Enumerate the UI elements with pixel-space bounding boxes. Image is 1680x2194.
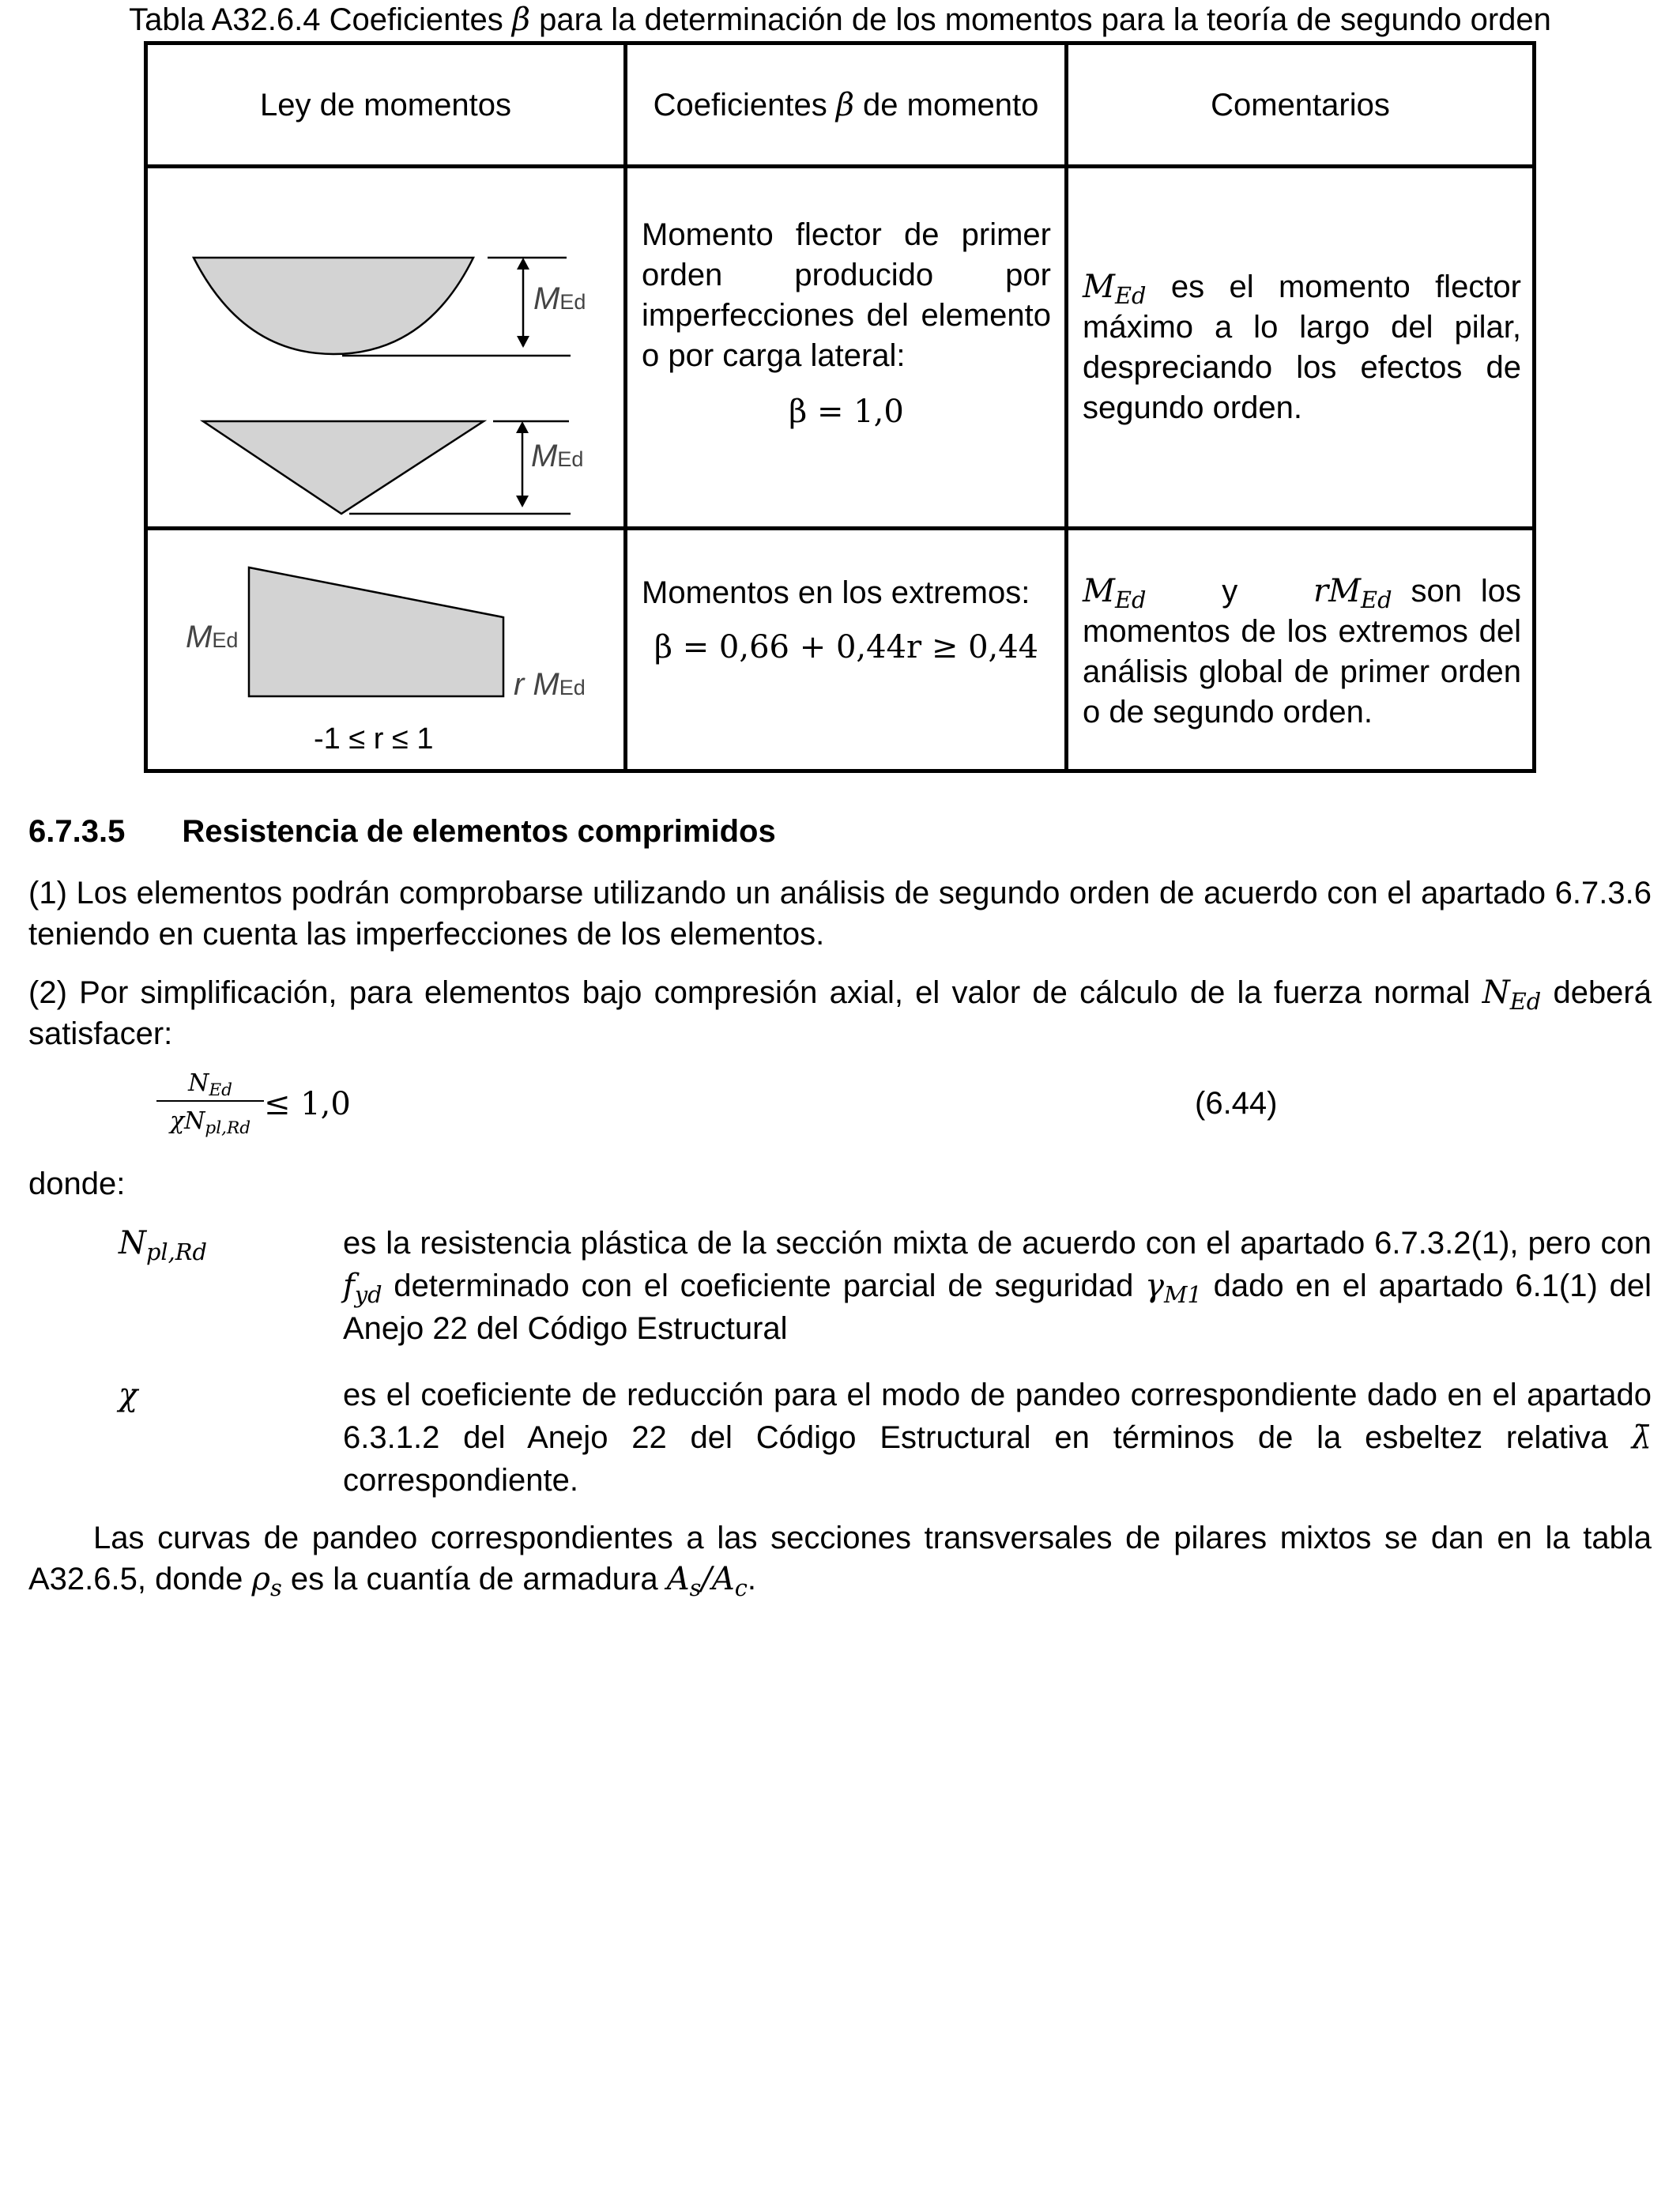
row1-comment-body: es el momento flector máximo a lo largo del pilar, despreciando los efectos de segundo orden. bbox=[1083, 270, 1521, 425]
med-symbol: $M_{Ed}$ bbox=[1083, 269, 1147, 310]
paragraph-1 bbox=[28, 873, 1652, 955]
equation-numerator: $N_{Ed}$ bbox=[188, 1069, 232, 1101]
where-label: donde: bbox=[28, 1167, 126, 1201]
rho-s-symbol: $\rho_s$ bbox=[251, 1561, 282, 1602]
row2-diagram-svg bbox=[148, 530, 623, 769]
row1-coefficient-text: Momento flector de primer orden producido por imperfecciones del elemento o por carga lateral: bbox=[642, 217, 1051, 373]
row2-label-med-left: MEd bbox=[186, 620, 239, 654]
row1-coefficient-cell bbox=[642, 215, 1051, 523]
row1-comment-cell bbox=[1083, 267, 1521, 520]
arrow-down-icon bbox=[516, 496, 529, 507]
lambda-bar-symbol: λ̄ bbox=[1631, 1419, 1652, 1456]
equation-number: (6.44) bbox=[1195, 1086, 1278, 1121]
triangular-moment-shape bbox=[203, 421, 484, 514]
table-title bbox=[0, 2, 1680, 38]
beta-coefficients-table bbox=[144, 41, 1536, 773]
def1-text bbox=[343, 1222, 1652, 1350]
def2-text bbox=[343, 1374, 1652, 1502]
def1-text-c: dado en el apartado 6.1(1) del Anejo 22 del Código Estructural bbox=[343, 1269, 1652, 1346]
row2-range-label: -1 ≤ r ≤ 1 bbox=[314, 722, 434, 756]
parabolic-moment-shape bbox=[194, 258, 473, 354]
header-ley-label: Ley de momentos bbox=[260, 87, 511, 123]
table-border-right bbox=[1532, 41, 1536, 773]
section-heading bbox=[28, 814, 776, 850]
paragraph-2 bbox=[28, 972, 1652, 1054]
trapezoidal-moment-shape bbox=[249, 567, 503, 696]
row2-moment-diagram bbox=[148, 530, 623, 769]
equation-fraction bbox=[156, 1069, 264, 1137]
header-coeficientes bbox=[627, 45, 1064, 164]
section-number: 6.7.3.5 bbox=[28, 814, 126, 849]
med-symbol: $M_{Ed}$ bbox=[1083, 573, 1147, 614]
header-coef-post: de momento bbox=[853, 87, 1039, 123]
paragraph-1-text: (1) Los elementos podrán comprobarse utilizando un análisis de segundo orden de acuerdo con el apartado 6.7.3.6 teniendo en cuenta las imperfecciones de los elementos. bbox=[28, 876, 1652, 952]
table-title-beta: β bbox=[511, 2, 530, 38]
arrow-up-icon bbox=[516, 421, 529, 433]
row2-coefficient-cell bbox=[642, 573, 1051, 763]
header-comentarios bbox=[1068, 45, 1532, 164]
row1-beta-formula-text: β = 1,0 bbox=[789, 394, 904, 430]
header-ley-de-momentos bbox=[148, 45, 623, 164]
gamma-m1-symbol: $\gamma_{M1}$ bbox=[1145, 1268, 1202, 1309]
ned-symbol: $N_{Ed}$ bbox=[1482, 974, 1542, 1016]
row2-label-rmed-right: r MEd bbox=[514, 667, 586, 702]
row1-diagram-svg bbox=[148, 168, 623, 526]
row1-moment-diagram bbox=[148, 168, 623, 526]
header-coef-label bbox=[654, 85, 1039, 126]
row1-label-med-1: MEd bbox=[533, 281, 586, 316]
closing-text-b: es la cuantía de armadura bbox=[281, 1562, 667, 1596]
row2-beta-formula-text: β = 0,66 + 0,44r ≥ 0,44 bbox=[654, 629, 1039, 665]
def2-text-b: correspondiente. bbox=[343, 1463, 578, 1498]
row2-comment-cell bbox=[1083, 571, 1521, 761]
row2-beta-formula bbox=[642, 629, 1051, 665]
equation-denominator: $\chi N_{pl,Rd}$ bbox=[169, 1107, 251, 1139]
row2-comment-text bbox=[1083, 571, 1521, 733]
paragraph-2-text: (2) Por simplificación, para elementos bajo compresión axial, el valor de cálculo de la fuerza normal bbox=[28, 975, 1482, 1010]
def1-text-b: determinado con el coeficiente parcial de seguridad bbox=[382, 1269, 1146, 1303]
as-ac-ratio: $A_s/A_c$ bbox=[666, 1561, 748, 1602]
def2-text-a: es el coeficiente de reducción para el modo de pandeo correspondiente dado en el apartado 6.3.1.2 del Anejo 22 del Código Estructural en términos de la esbeltez relativa bbox=[343, 1378, 1652, 1455]
table-title-text-end: para la determinación de los momentos para la teoría de segundo orden bbox=[529, 2, 1551, 37]
def1-text-a: es la resistencia plástica de la sección mixta de acuerdo con el apartado 6.7.3.2(1), pero con bbox=[343, 1226, 1652, 1261]
paragraph-2-text-end: deberá satisfacer: bbox=[28, 975, 1652, 1051]
def1-symbol: $N_{pl,Rd}$ bbox=[119, 1225, 207, 1266]
header-coef-pre: Coeficientes bbox=[653, 87, 836, 123]
table-border-bottom bbox=[144, 769, 1536, 773]
def2-symbol: χ bbox=[119, 1377, 138, 1413]
table-title-text: Tabla A32.6.4 Coeficientes bbox=[129, 2, 512, 37]
fraction-bar bbox=[156, 1100, 264, 1102]
row2-coefficient-text: Momentos en los extremos: bbox=[642, 575, 1030, 610]
arrow-down-icon bbox=[517, 336, 529, 348]
closing-text-a: Las curvas de pandeo correspondientes a las secciones transversales de pilares mixtos se dan en la tabla A32.6.5, donde bbox=[28, 1521, 1652, 1596]
closing-text-c: . bbox=[747, 1562, 757, 1596]
fyd-symbol: $f_{yd}$ bbox=[343, 1268, 382, 1309]
closing-paragraph bbox=[28, 1517, 1652, 1600]
row2-comment-y: y bbox=[1222, 574, 1238, 609]
row1-label-med-2: MEd bbox=[531, 439, 584, 473]
arrow-up-icon bbox=[517, 258, 529, 270]
row1-comment-text bbox=[1083, 267, 1521, 428]
rmed-symbol: $rM_{Ed}$ bbox=[1313, 573, 1392, 614]
header-comentarios-label: Comentarios bbox=[1211, 87, 1390, 123]
equation-rhs: ≤ 1,0 bbox=[264, 1086, 351, 1122]
header-coef-beta: β bbox=[835, 86, 854, 123]
row1-beta-formula bbox=[642, 394, 1051, 430]
section-title: Resistencia de elementos comprimidos bbox=[182, 814, 776, 849]
row2-comment-body: son los momentos de los extremos del análisis global de primer orden o de segundo orden. bbox=[1083, 574, 1522, 729]
